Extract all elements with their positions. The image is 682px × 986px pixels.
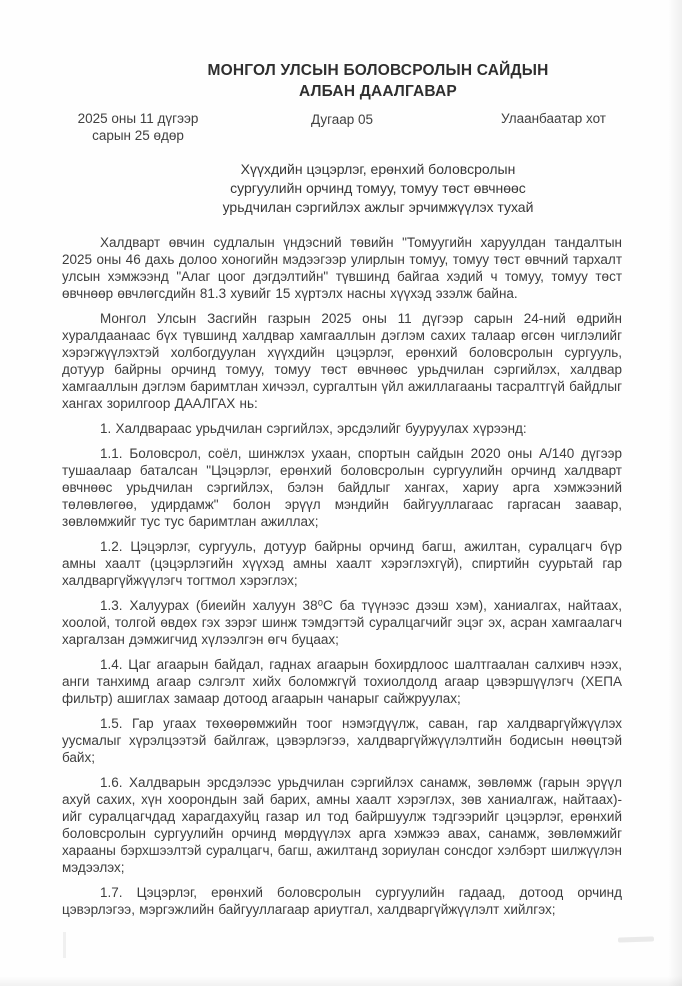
paragraph: Халдварт өвчин судлалын үндэсний төвийн "Томуугийн харуулдан тандалтын 2025 оны 46 дахь долоо хоногийн мэдээгээр улирлын томуу, томуу төст өвчний тархалт улсын хэмжээнд "Алаг цоог дэгдэлтийн" түвшинд байгаа хэдий ч томуу, томуу төст өвчнөөр өвчлөгсдийн 81.3 хувийг 15 хүртэлх насны хүүхэд эзэлж байна. xyxy=(62,235,622,301)
document-meta-row xyxy=(62,110,622,144)
document-title-line1: МОНГОЛ УЛСЫН БОЛОВСРОЛЫН САЙДЫН xyxy=(207,62,549,79)
paragraph: 1.4. Цаг агаарын байдал, гаднах агаарын бохирдлоос шалтгаалан салхивч нээх, анги танхимд агаар сэлгэлт хийх боломжгүй тохиолдолд агаар цэвэршүүлэгч (ХЕПА фильтр) ашиглах замаар дотоод агаарын чанарыг сайжруулах; xyxy=(62,657,622,706)
document-city: Улаанбаатар хот xyxy=(501,111,606,126)
document-subject xyxy=(134,160,622,217)
document-date xyxy=(62,110,214,144)
document-number: Дугаар 05 xyxy=(310,112,374,127)
scan-artifact-left-mark xyxy=(63,932,66,958)
paragraph: 1. Халдвараас урьдчилан сэргийлэх, эрсдэлийг бууруулах хүрээнд: xyxy=(100,421,527,436)
document-subject-line3: урьдчилан сэргийлэх ажлыг эрчимжүүлэх тухай xyxy=(222,199,534,215)
paragraph: 1.6. Халдварын эрсдэлээс урьдчилан сэргийлэх санамж, зөвлөмж (гарын эрүүл ахуй сахих, хүн хоорондын зай барих, амны хаалт хэрэглэх, зөв ханиалгаж, найтаах)-ийг суралцагчдад харагдахуйц газар ил тод байршуулж тэдгээрийг цэцэрлэг, ерөнхий боловсролын сургуулийн орчинд мөрдүүлэх арга хэмжээ авах, санамж, зөвлөмжийг харааны бэрхшээлтэй суралцагч, багш, ажилтанд зориулан сонсдог хэлбэрт шилжүүлэн мэдээлэх; xyxy=(62,775,622,875)
document-title-line2: АЛБАН ДААЛГАВАР xyxy=(299,83,457,100)
document-subject-line1: Хүүхдийн цэцэрлэг, ерөнхий боловсролын xyxy=(240,161,516,177)
document-content xyxy=(62,60,622,926)
document-date-line2: сарын 25 өдөр xyxy=(92,128,184,143)
scan-edge-right xyxy=(668,0,682,986)
paragraph: 1.1. Боловсрол, соёл, шинжлэх ухаан, спортын сайдын 2020 оны А/140 дүгээр тушаалаар баталсан "Цэцэрлэг, ерөнхий боловсролын сургуулийн орчинд халдварт өвчнөөс урьдчилан сэргийлэх, бэлэн байдлыг хангах, хариу арга хэмжээний төлөвлөгөө, удирдамж" болон эрүүл мэндийн байгууллагаас гаргасан заавар, зөвлөмжийг тус тус баримтлан ажиллах; xyxy=(62,446,622,529)
document-date-line1: 2025 оны 11 дүгээр xyxy=(77,111,199,126)
scan-edge-bottom xyxy=(0,976,682,986)
paragraph: 1.5. Гар угаах төхөөрөмжийн тоог нэмэгдүүлж, саван, гар халдваргүйжүүлэх уусмалыг хүрэлцээтэй байлгаж, цэвэрлэгээ, халдваргүйжүүлэлтийн бодисын нөөцтэй байх; xyxy=(62,716,622,765)
document-body xyxy=(62,234,622,918)
paragraph: 1.3. Халуурах (биеийн халуун 38⁰С ба түүнээс дээш хэм), ханиалгах, найтаах, хоолой, толгой өвдөх гэх зэрэг шинж тэмдэгтэй суралцагчийг эцэг эх, асран хамгаалагч харгалзан дэмжигчид хүлээлгэн өгч буцаах; xyxy=(62,598,622,647)
document-title xyxy=(134,60,622,102)
document-subject-line2: сургуулийн орчинд томуу, томуу төст өвчнөөс xyxy=(230,180,526,196)
scan-artifact-smudge xyxy=(618,936,654,942)
paragraph: 1.2. Цэцэрлэг, сургууль, дотуур байрны орчинд багш, ажилтан, суралцагч бүр амны хаалт (цэцэрлэгийн хүүхэд амны хаалт хэрэглэхгүй), спиртийн суурьтай гар халдваргүйжүүлэгч тогтмол хэрэглэх; xyxy=(62,539,622,588)
paragraph: Монгол Улсын Засгийн газрын 2025 оны 11 дүгээр сарын 24-ний өдрийн хуралдаанаас бүх түвшинд халдвар хамгааллын дэглэм сахих талаар өгсөн чиглэлийг хэрэгжүүлэхтэй холбогдуулан хүүхдийн цэцэрлэг, ерөнхий боловсролын сургууль, дотуур байрны орчинд томуу, томуу төст өвчнөөс урьдчилан сэргийлэх, халдвар хамгааллын дэглэм баримтлан хичээл, сургалтын үйл ажиллагааны тасралтгүй байдлыг хангах зорилгоор ДААЛГАХ нь: xyxy=(62,311,622,411)
paragraph: 1.7. Цэцэрлэг, ерөнхий боловсролын сургуулийн гадаад, дотоод орчинд цэвэрлэгээ, мэргэжлийн байгууллагаар ариутгал, халдваргүйжүүлэлт хийлгэх; xyxy=(62,885,622,917)
